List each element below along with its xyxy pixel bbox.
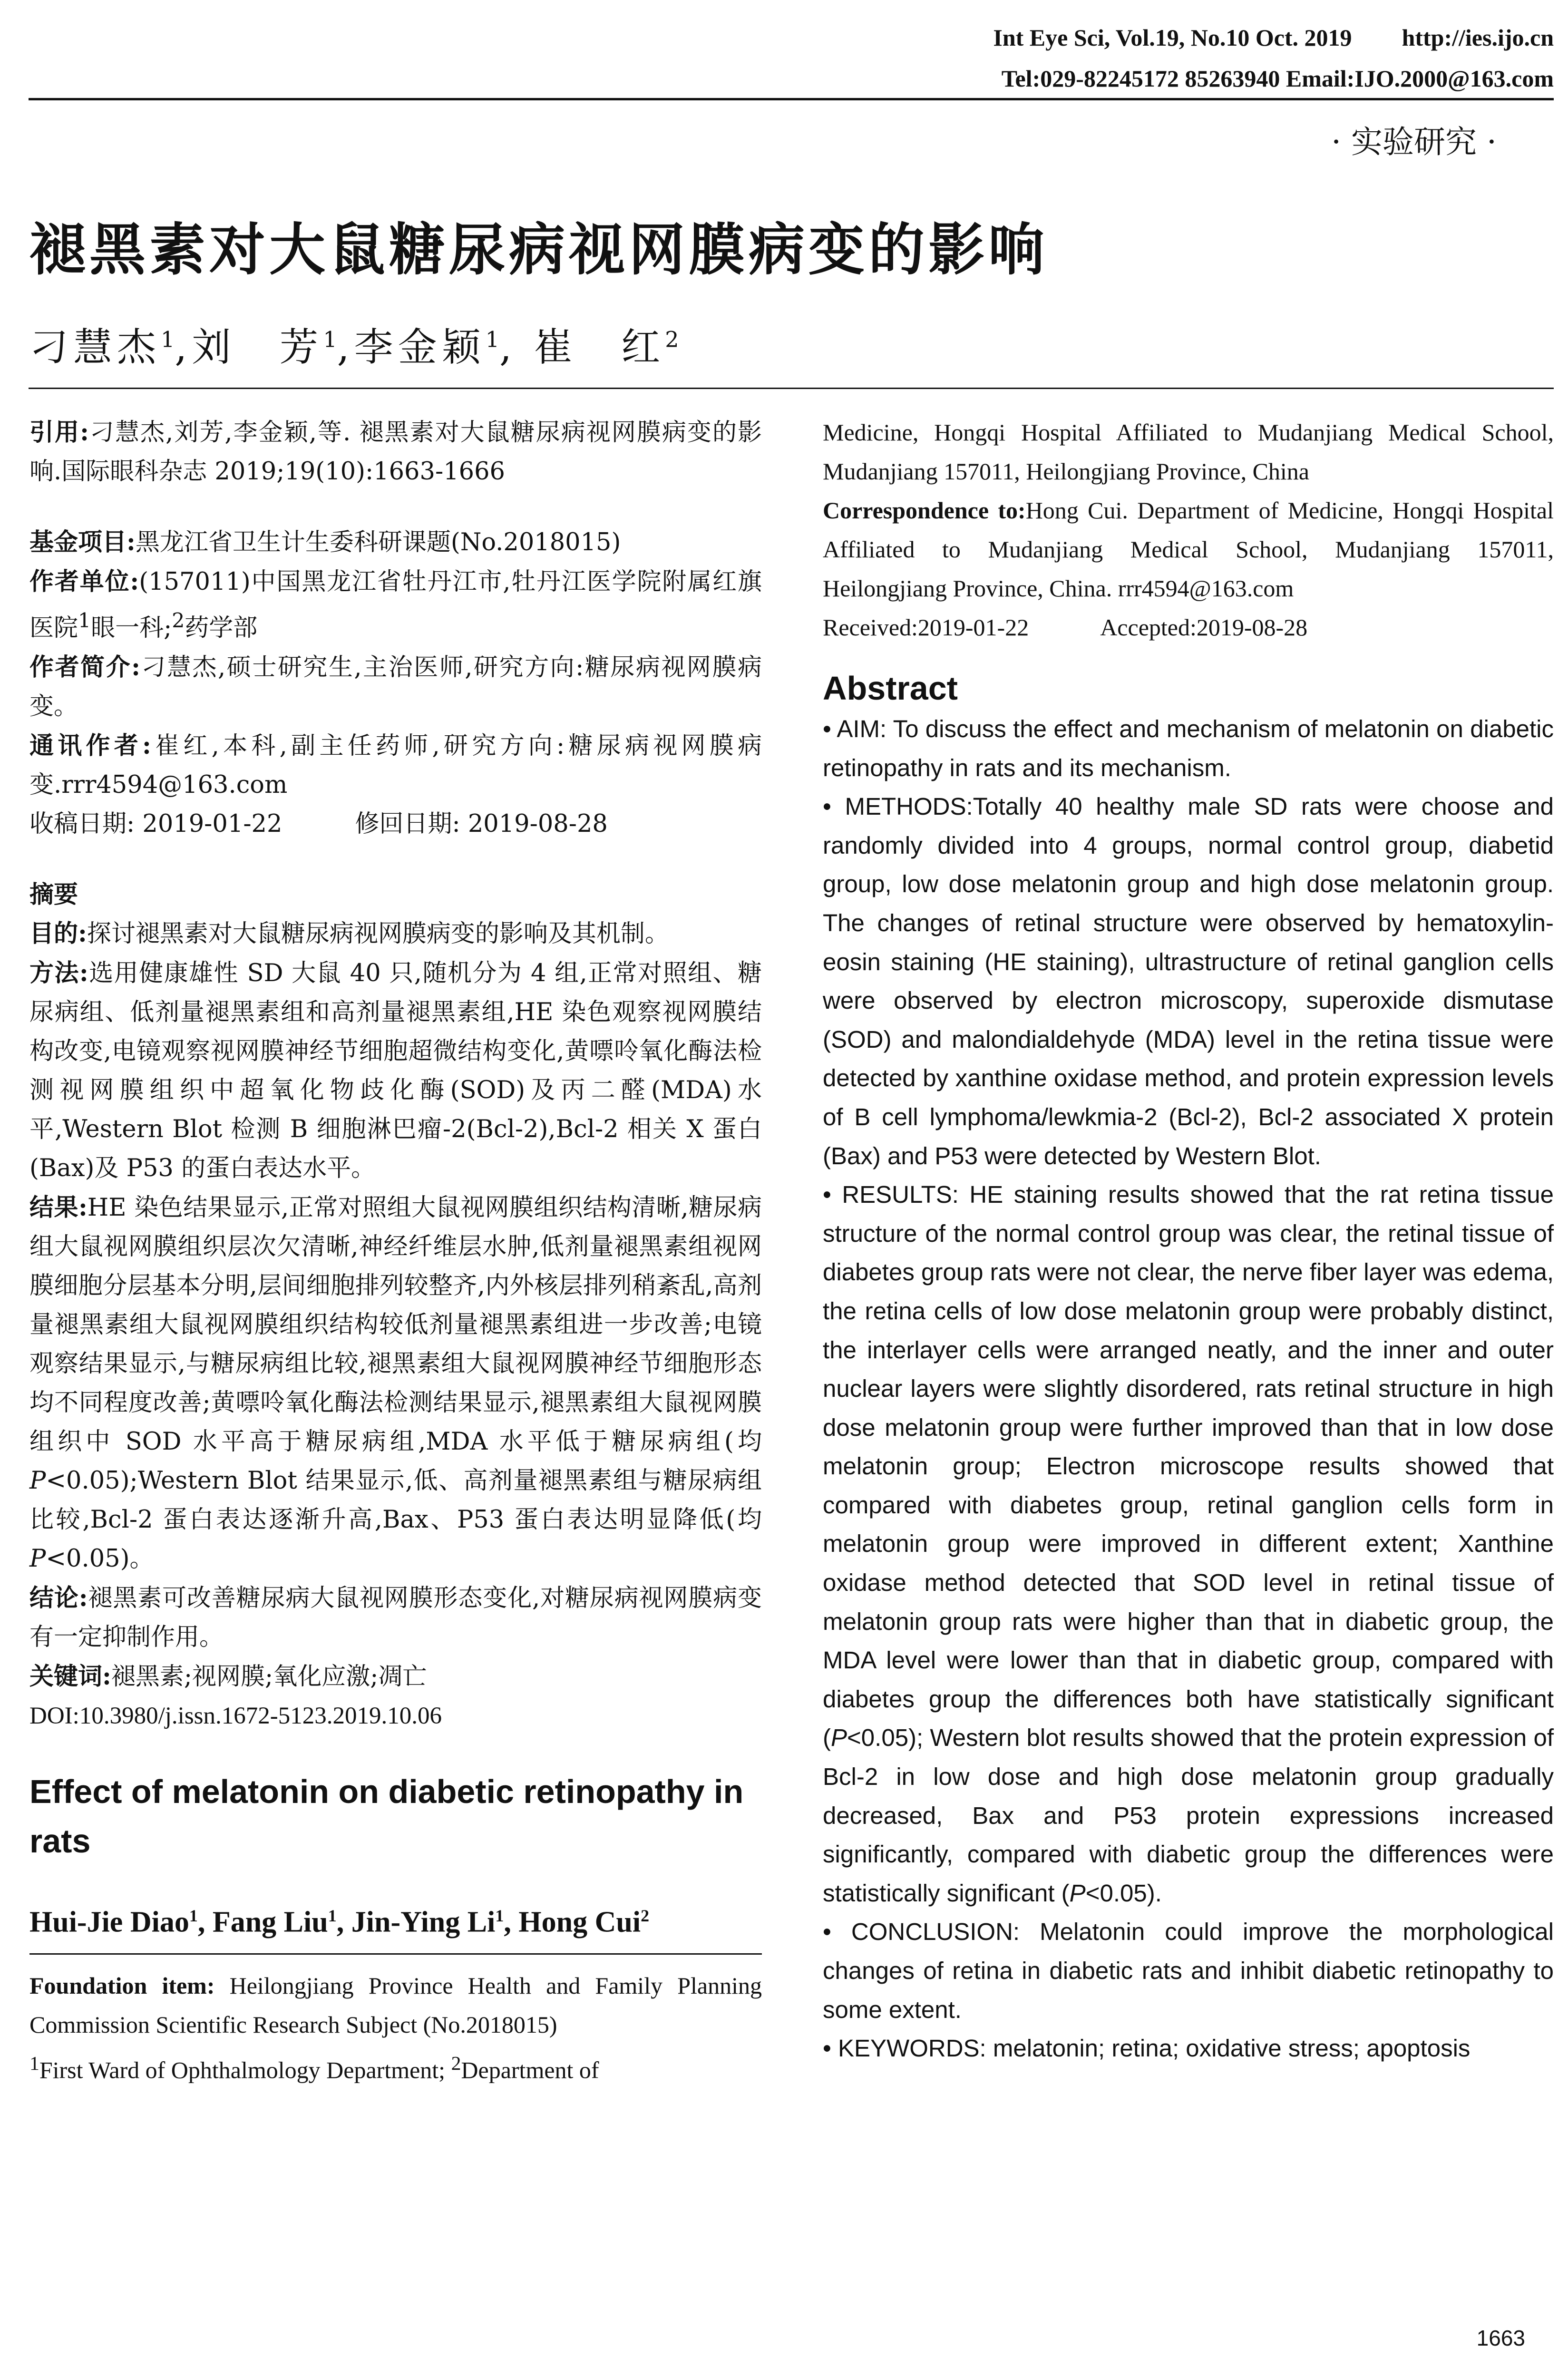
results-label: 结果: [29,1193,88,1222]
unit-text-3: 药学部 [185,614,258,642]
foundation-text: Heilongjiang Province Health and Family Planning Commission Scientific Research Subject (No.2018015) [29,1972,762,2038]
title-rule [29,388,1554,389]
doi[interactable]: DOI:10.3980/j.issn.1672-5123.2019.10.06 [29,1703,442,1729]
bio-text: 刁慧杰,硕士研究生,主治医师,研究方向:糖尿病视网膜病变。 [29,653,762,721]
aff-sup: 2 [451,2052,461,2075]
unit-sup: 2 [172,609,185,633]
aff-sup: 1 [29,2052,39,2075]
unit-label: 作者单位: [29,567,139,596]
results-text: <0.05). [1085,1879,1162,1907]
spacer [29,1735,762,1767]
page-title: 褪黑素对大鼠糖尿病视网膜病变的影响 [29,216,1049,283]
spacer [29,1866,762,1896]
aff-text: Department of [461,2056,599,2084]
fund-text: 黑龙江省卫生计生委科研课题(No.2018015) [135,528,621,556]
correspondence [823,491,1554,608]
correspondence-label: Correspondence to: [823,497,1026,524]
author-list-cn: 刁慧杰$^1$,刘 芳$^1$,李金颖$^1$, 崔 红$^2$ [29,325,679,370]
results-en [823,1175,1554,1912]
aim-label: 目的: [29,919,87,948]
author-name: Jin-Ying Li [351,1906,496,1939]
left-column [29,413,762,2089]
author-name: 崔 红 [534,325,665,370]
conclusion-text: 褪黑素可改善糖尿病大鼠视网膜形态变化,对糖尿病视网膜病变有一定抑制作用。 [29,1584,762,1651]
author-sup: 1 [485,326,500,352]
author-name: 刁慧杰 [29,325,161,370]
methods-text: 选用健康雄性 SD 大鼠 40 只,随机分为 4 组,正常对照组、糖尿病组、低剂量褪黑素组和高剂量褪黑素组,HE 染色观察视网膜结构改变,电镜观察视网膜神经节细胞超微结构变化,黄嘌呤氧化酶法检测视网膜组织中超氧化物歧化酶(SOD)及丙二醛(MDA)水平,Western Blot 检测 B 细胞淋巴瘤-2(Bcl-2),Bcl-2 相关 X 蛋白(Bax)及 P53 的蛋白表达水平。 [29,959,762,1182]
spacer [823,647,1554,667]
author-bio [29,648,762,726]
p-value-symbol: P [1069,1879,1086,1907]
foundation-label: Foundation item: [29,1972,215,1999]
authors-rule [29,1953,762,1955]
results-text: <0.05);Western Blot 结果显示,低、高剂量褪黑素组与糖尿病组比较,Bcl-2 蛋白表达逐渐升高,Bax、P53 蛋白表达明显降低(均 [29,1467,762,1534]
abstract-heading-en: Abstract [823,670,958,707]
author-list-en: Hui-Jie Diao$^1$, Fang Liu$^1$, Jin-Ying Li$^1$, Hong Cui$^2$ [29,1906,650,1939]
correspondence-text: Hong Cui. Department of Medicine, Hongqi Hospital Affiliated to Mudanjiang Medical School, Mudanjiang 157011, Heilongjiang Province, China. rrr4594@163.com [823,497,1554,602]
dates: 收稿日期: 2019-01-22 修回日期: 2019-08-28 [29,810,608,838]
author-name: 李金颖 [354,325,486,370]
spacer [29,1942,762,1953]
affiliation-continued: Medicine, Hongqi Hospital Affiliated to Mudanjiang Medical School, Mudanjiang 157011, Heilongjiang Province, China [823,419,1554,485]
corresponding-author [29,726,762,805]
abstract-en [823,710,1554,2068]
fund-label: 基金项目: [29,528,136,556]
methods-en: • METHODS:Totally 40 healthy male SD rats were choose and randomly divided into 4 groups, normal control group, diabetid group, low dose melatonin group and high dose melatonin group. The changes of retinal structure were observed by hematoxylin-eosin staining (HE staining), ultrastructure of retinal ganglion cells were observed by electron microscopy, superoxide dismutase (SOD) and malondialdehyde (MDA) level in the retina tissue were detected by xanthine oxidase method, and protein expression levels of B cell lymphoma/lewkmia-2 (Bcl-2), Bcl-2 associated X protein (Bax) and P53 were detected by Western Blot. [823,793,1554,1169]
author-sup: 1 [323,326,337,352]
p-value-symbol: P [29,1545,46,1573]
keywords-text: 褪黑素;视网膜;氧化应激;凋亡 [111,1663,427,1691]
author-sup: 2 [665,326,679,352]
unit-text-2: 眼一科; [91,614,172,642]
received-dates: Received:2019-01-22 Accepted:2019-08-28 [823,614,1308,641]
aim-cn [29,914,762,954]
methods-label: 方法: [29,959,88,987]
author-sup: 1 [189,1906,198,1925]
citation-label: 引用: [29,418,89,447]
abstract-heading-cn: 摘要 [29,880,78,909]
author-sup: 2 [641,1906,650,1925]
right-column [823,413,1554,2068]
corr-text: 崔红,本科,副主任药师,研究方向:糖尿病视网膜病变.rrr4594@163.com [29,732,762,799]
spacer [29,1955,762,1966]
keywords-label: 关键词: [29,1662,111,1691]
aim-text: 探讨褪黑素对大鼠糖尿病视网膜病变的影响及其机制。 [87,920,669,948]
fund [29,523,762,562]
author-sup: 1 [328,1906,337,1925]
p-value-symbol: P [830,1724,847,1752]
conclusion-label: 结论: [29,1584,88,1612]
author-name: 刘 芳 [192,325,323,370]
journal-header [993,23,1554,52]
author-name: Fang Liu [212,1906,328,1939]
results-cn [29,1188,762,1578]
results-text: <0.05); Western blot results showed that the protein expression of Bcl-2 in low dose and high dose melatonin group gradually decreased, Bax and P53 protein expressions increased significantly, compared with diabetic group the differences were statistically significant ( [823,1724,1554,1907]
unit [29,562,762,648]
author-sup: 1 [495,1906,504,1925]
citation-text: 刁慧杰,刘芳,李金颖,等. 褪黑素对大鼠糖尿病视网膜病变的影响.国际眼科杂志 2019;19(10):1663-1666 [29,419,762,486]
spacer [29,844,762,875]
spacer [29,491,762,523]
keywords-cn [29,1657,762,1696]
corr-label: 通讯作者: [29,731,151,760]
aff-text: First Ward of Ophthalmology Department; [39,2056,446,2084]
unit-sup: 1 [78,609,91,633]
results-text: HE 染色结果显示,正常对照组大鼠视网膜组织结构清晰,糖尿病组大鼠视网膜组织层次欠清晰,神经纤维层水肿,低剂量褪黑素组视网膜细胞分层基本分明,层间细胞排列较整齐,内外核层排列稍紊乱,高剂量褪黑素组大鼠视网膜组织结构较低剂量褪黑素组进一步改善;电镜观察结果显示,与糖尿病组比较,褪黑素组大鼠视网膜神经节细胞形态均不同程度改善;黄嘌呤氧化酶法检测结果显示,褪黑素组大鼠视网膜组织中 SOD 水平高于糖尿病组,MDA 水平低于糖尿病组(均 [29,1194,762,1456]
bio-label: 作者简介: [29,653,140,682]
conclusion-cn [29,1578,762,1657]
journal-citation: Int Eye Sci, Vol.19, No.10 Oct. 2019 [993,24,1352,51]
citation [29,413,762,491]
journal-url[interactable]: http://ies.ijo.cn [1402,24,1554,51]
aim-en: • AIM: To discuss the effect and mechanism of melatonin on diabetic retinopathy in rats and its mechanism. [823,715,1554,781]
author-name: Hui-Jie Diao [29,1906,189,1939]
p-value-symbol: P [29,1467,46,1495]
header-rule [29,98,1554,100]
results-text: • RESULTS: HE staining results showed that the rat retina tissue structure of the normal control group was clear, the retinal tissue of diabetes group rats were not clear, the nerve fiber layer was edema, the retina cells of low dose melatonin group were probably distinct, the interlayer cells were arranged neatly, and the inner and outer nuclear layers were slightly disordered, rats retinal structure in high dose melatonin group were further improved than that in low dose melatonin group; Electron microscope results showed that compared with diabetes group, retinal ganglion cells form in melatonin group were improved in different extent; Xanthine oxidase method detected that SOD level in retinal tissue of melatonin group rats were higher than that in diabetic group, the MDA level were lower than that in diabetic group, compared with diabetes group the differences both have statistically significant ( [823,1181,1554,1752]
section-tag: · 实验研究 · [1331,124,1497,160]
page-number: 1663 [1476,2326,1525,2350]
results-text: <0.05)。 [46,1545,154,1573]
journal-contact: Tel:029-82245172 85263940 Email:IJO.2000@163.com [1001,65,1554,92]
author-sup: 1 [161,326,175,352]
unit-text: (157011)中国黑龙江省牡丹江市,牡丹江医学院附属红旗医院 [29,568,762,642]
author-name: Hong Cui [518,1906,641,1939]
english-title: Effect of melatonin on diabetic retinopathy in rats [29,1773,744,1860]
affiliation [29,2044,762,2090]
keywords-en: • KEYWORDS: melatonin; retina; oxidative stress; apoptosis [823,2035,1471,2062]
methods-cn [29,954,762,1188]
conclusion-en: • CONCLUSION: Melatonin could improve the morphological changes of retina in diabetic rats and inhibit diabetic retinopathy to some extent. [823,1918,1554,2023]
foundation-item [29,1966,762,2044]
